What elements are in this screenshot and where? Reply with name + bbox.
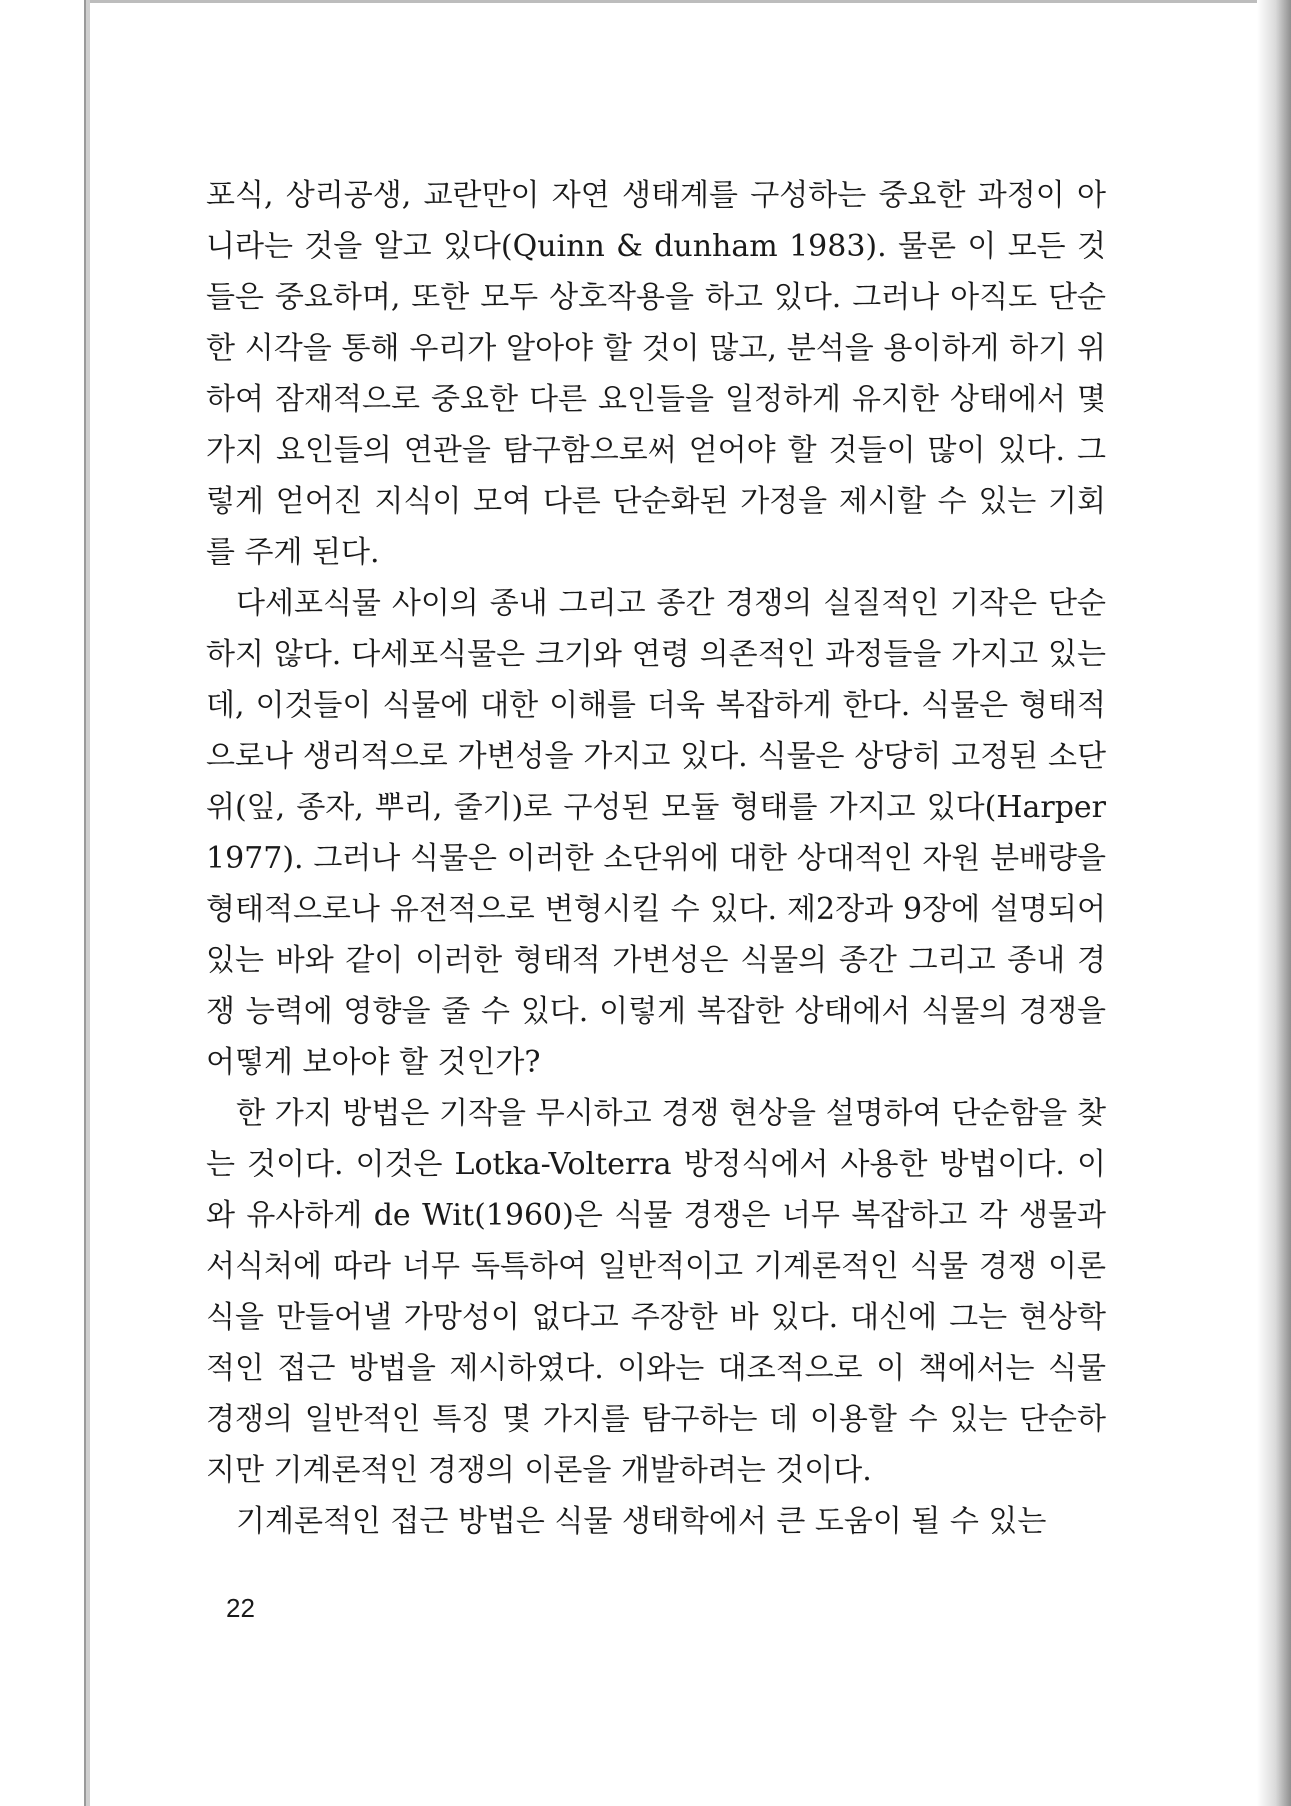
page-top-edge (84, 0, 1264, 3)
paragraph: 한 가지 방법은 기작을 무시하고 경쟁 현상을 설명하여 단순함을 찾는 것이다. 이것은 Lotka-Volterra 방정식에서 사용한 방법이다. 이와 유사하게 de Wit(1960)은 식물 경쟁은 너무 복잡하고 각 생물과 서식처에 따라 너무 독특하여 일반적이고 기계론적인 식물 경쟁 이론식을 만들어낼 가망성이 없다고 주장한 바 있다. 대신에 그는 현상학적인 접근 방법을 제시하였다. 이와는 대조적으로 이 책에서는 식물 경쟁의 일반적인 특징 몇 가지를 탐구하는 데 이용할 수 있는 단순하지만 기계론적인 경쟁의 이론을 개발하려는 것이다. (206, 1096, 1106, 1488)
paragraph: 포식, 상리공생, 교란만이 자연 생태계를 구성하는 중요한 과정이 아니라는 것을 알고 있다(Quinn & dunham 1983). 물론 이 모든 것들은 중요하며, 또한 모두 상호작용을 하고 있다. 그러나 아직도 단순한 시각을 통해 우리가 알아야 할 것이 많고, 분석을 용이하게 하기 위하여 잠재적으로 중요한 다른 요인들을 일정하게 유지한 상태에서 몇 가지 요인들의 연관을 탐구함으로써 얻어야 할 것들이 많이 있다. 그렇게 얻어진 지식이 모여 다른 단순화된 가정을 제시할 수 있는 기회를 주게 된다. (206, 178, 1106, 570)
page-number: 22 (226, 1593, 255, 1623)
body-text (206, 170, 1106, 1547)
page-left-edge (84, 0, 90, 1806)
paragraph: 다세포식물 사이의 종내 그리고 종간 경쟁의 실질적인 기작은 단순하지 않다. 다세포식물은 크기와 연령 의존적인 과정들을 가지고 있는데, 이것들이 식물에 대한 이해를 더욱 복잡하게 한다. 식물은 형태적으로나 생리적으로 가변성을 가지고 있다. 식물은 상당히 고정된 소단위(잎, 종자, 뿌리, 줄기)로 구성된 모듈 형태를 가지고 있다(Harper 1977). 그러나 식물은 이러한 소단위에 대한 상대적인 자원 분배량을 형태적으로나 유전적으로 변형시킬 수 있다. 제2장과 9장에 설명되어 있는 바와 같이 이러한 형태적 가변성은 식물의 종간 그리고 종내 경쟁 능력에 영향을 줄 수 있다. 이렇게 복잡한 상태에서 식물의 경쟁을 어떻게 보아야 할 것인가? (206, 586, 1106, 1080)
paragraph: 기계론적인 접근 방법은 식물 생태학에서 큰 도움이 될 수 있는 (236, 1504, 1047, 1539)
page-right-shadow (1257, 0, 1291, 1806)
